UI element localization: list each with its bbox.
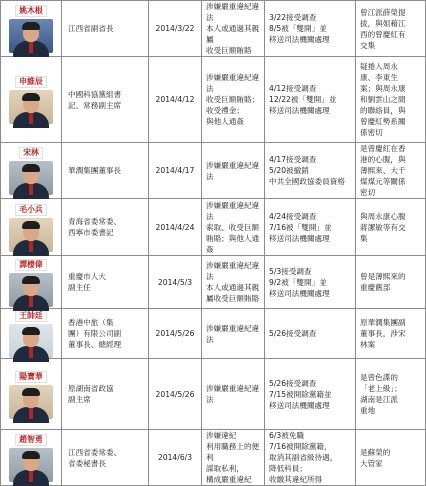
official-name: 趙智勇 xyxy=(15,434,46,446)
note-text: 疑捲入周永 康、李東生 案；與周永康 和劉雲山之間 的聯絡員，與 曾慶紅勢系關 係密切 xyxy=(360,62,406,137)
investigation-date: 2014/4/12 xyxy=(155,95,195,104)
table-row xyxy=(1,430,426,486)
note-text: 原華潤集團副 董事長，涉宋 林案 xyxy=(360,318,406,349)
violation-text: 涉嫌嚴重違紀違法 本人或通過其親 屬收受巨額賄賂 xyxy=(206,261,260,303)
official-photo xyxy=(9,161,53,195)
note-text: 曾江派薛榮提 拔，與姐藉江 西的曾慶紅有 交集 xyxy=(360,7,406,50)
official-position: 江西省委常委、 省委秘書長 xyxy=(68,447,122,468)
official-name: 譚棲偉 xyxy=(15,259,46,271)
violation-text: 涉嫌嚴重違紀違法 本人或通過其親屬 收受巨額賄賂 xyxy=(206,2,260,55)
process-text: 4/12接受調查 12/22被「雙開」並 移送司法機關處理 xyxy=(269,84,337,115)
official-position: 香港中旅（集 團）有限公司副 董事長、總經理 xyxy=(68,318,122,349)
official-photo xyxy=(9,273,53,307)
official-name: 宋林 xyxy=(19,147,43,159)
official-position: 青海省委常委、 西寧市委書記 xyxy=(68,217,122,237)
official-photo xyxy=(9,324,53,358)
investigation-date: 2014/6/3 xyxy=(157,453,193,462)
official-position: 江西省副省長 xyxy=(68,24,114,33)
table-row xyxy=(1,143,426,199)
process-text: 4/24接受調查 7/16被「雙開」並 移送司法機關處理 xyxy=(269,211,332,243)
investigation-date: 2014/5/26 xyxy=(155,389,195,399)
official-name: 陽寶華 xyxy=(15,371,46,383)
person-cell xyxy=(1,57,62,143)
person-cell xyxy=(1,359,62,430)
official-position: 華潤集團董事長 xyxy=(68,166,122,175)
table-row xyxy=(1,1,426,57)
person-cell xyxy=(1,309,62,359)
table-row xyxy=(1,199,426,256)
official-name: 申維辰 xyxy=(15,76,46,88)
person-cell xyxy=(1,430,62,486)
official-photo xyxy=(9,385,53,419)
process-text: 5/26接受調查 7/15被開除黨籍並 移送司法機關處理 xyxy=(269,378,332,410)
note-text: 是蘇榮的 大管家 xyxy=(360,447,391,468)
violation-text: 涉嫌嚴重違紀違法 索取、收受巨額 賄賂；與他人通姦 xyxy=(206,200,260,254)
official-name: 毛小兵 xyxy=(15,204,46,216)
note-text: 是曾色諜的 「老上級」； 湖南是江派 重地 xyxy=(360,373,402,415)
note-text: 曾是薄熙來的 重慶舊部 xyxy=(360,272,406,292)
investigation-date: 2014/4/17 xyxy=(155,166,195,175)
official-position: 中國科協黨組書 記、常務副主席 xyxy=(68,89,122,110)
note-text: 與周永康心腹 蔣潔敏等有交 集 xyxy=(360,211,406,243)
violation-text: 涉嫌嚴重違紀違法 xyxy=(206,384,260,404)
investigation-date: 2014/5/26 xyxy=(155,329,195,338)
table-row xyxy=(1,359,426,430)
official-position: 重慶市人大 副主任 xyxy=(68,272,106,292)
table-row xyxy=(1,309,426,359)
process-text: 3/22接受調查 8/5被「雙開」並 移送司法機關處理 xyxy=(269,13,330,44)
violation-text: 涉嫌嚴重違紀違法 xyxy=(206,323,260,344)
table-row xyxy=(1,57,426,143)
official-name: 姚木根 xyxy=(15,5,46,17)
table-row xyxy=(1,256,426,309)
violation-text: 涉嫌違紀 利用職務上的便利 謀取私利， 構成嚴重違紀 xyxy=(206,431,260,484)
official-photo xyxy=(9,218,53,252)
violation-text: 涉嫌嚴重違紀違法 收受巨額賄賂； 收受禮金； 與他人通姦 xyxy=(206,73,260,126)
person-cell xyxy=(1,1,62,57)
official-photo xyxy=(9,90,53,124)
investigation-date: 2014/5/3 xyxy=(157,277,193,287)
official-name: 王帥廷 xyxy=(15,310,46,322)
investigation-date: 2014/4/24 xyxy=(155,222,195,232)
person-cell xyxy=(1,199,62,256)
process-text: 6/3被免職 7/16被開除黨籍， 取消其副省級待遇， 降低科員； 收繳其違紀所得 xyxy=(269,431,338,484)
note-text: 是曾慶紅在香 港的心腹，與 薄熙來、大千 煤煤元等關係 密切 xyxy=(360,144,406,197)
process-text: 5/3接受調查 9/2被「雙開」並 移送司法機關處理 xyxy=(269,266,330,298)
official-photo xyxy=(9,448,53,482)
official-photo xyxy=(9,19,53,53)
investigation-date: 2014/3/22 xyxy=(155,24,195,33)
violation-text: 涉嫌嚴重違紀違法 xyxy=(206,160,260,181)
person-cell xyxy=(1,143,62,199)
person-cell xyxy=(1,256,62,309)
process-text: 5/26接受調查 xyxy=(269,329,317,338)
process-text: 4/17接受調查 5/20被撤銷 中共全國政協委員資格 xyxy=(269,155,345,186)
official-position: 原湖南省政協 副主席 xyxy=(68,384,114,404)
